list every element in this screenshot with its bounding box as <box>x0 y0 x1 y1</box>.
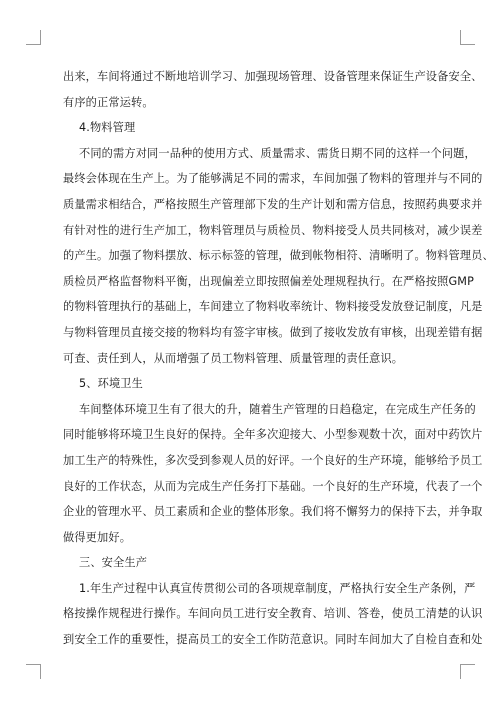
text-line: 不同的需方对同一品种的使用方式、质量需求、需货日期不同的这样一个问题， <box>79 146 476 160</box>
text-line: 1.年生产过程中认真宣传贯彻公司的各项规章制度，严格执行安全生产条例，严 <box>79 581 476 595</box>
text-line: 车间整体环境卫生有了很大的升，随着生产管理的日趋稳定，在完成生产任务的 <box>79 402 476 416</box>
text-line: 4.物料管理 <box>79 121 136 135</box>
text-line: 三、安全生产 <box>79 556 148 570</box>
crop-mark-top-right <box>460 30 475 45</box>
text-line: 格按操作规程进行操作。车间向员工进行安全教育、培训、答卷，使员工清楚的认识 <box>63 607 483 621</box>
text-line: 出来，车间将通过不断地培训学习、加强现场管理、设备管理来保证生产设备安全、 <box>63 70 483 83</box>
text-line: 最终会体现在生产上。为了能够满足不同的需求，车间加强了物料的管理并与不同的 <box>63 172 483 186</box>
text-line: 有序的正常运转。 <box>63 95 154 109</box>
text-line: 有针对性的进行生产加工，物料管理员与质检员、物料接受人员共同核对，减少误差 <box>63 223 483 237</box>
text-line: 同时能够将环境卫生良好的保持。全年多次迎接大、小型参观数十次，面对中药饮片 <box>63 428 483 442</box>
text-line: 加工生产的特殊性，多次受到参观人员的好评。一个良好的生产环境，能够给予员工 <box>63 453 483 467</box>
text-line: 与物料管理员直接交接的物料均有签字审核。做到了接收发放有审核，出现差错有据 <box>63 325 483 339</box>
text-line: 的物料管理执行的基础上，车间建立了物料收率统计、物料接受发放登记制度，凡是 <box>63 300 483 314</box>
text-line: 的产生。加强了物料摆放、标示标签的管理，做到帐物相符、清晰明了。物料管理员、 <box>63 249 494 263</box>
text-line: 到安全工作的重要性，提高员工的安全工作防范意识。同时车间加大了自检自查和处 <box>63 633 483 647</box>
text-line: 质检员严格监督物料平衡，出现偏差立即按照偏差处理规程执行。在严格按照GMP <box>63 274 474 288</box>
crop-mark-top-left <box>26 30 41 45</box>
text-line: 做得更加好。 <box>63 530 132 544</box>
text-line: 质量需求相结合，严格按照生产管理部下发的生产计划和需方信息，按照药典要求并 <box>63 197 483 211</box>
text-line: 企业的管理水平、员工素质和企业的整体形象。我们将不懈努力的保持下去，并争取 <box>63 505 483 519</box>
crop-mark-bottom-right <box>460 664 475 679</box>
text-line: 良好的工作状态，从而为完成生产任务打下基础。一个良好的生产环境，代表了一个 <box>63 479 483 493</box>
crop-mark-bottom-left <box>26 664 41 679</box>
text-line: 可查、责任到人，从而增强了员工物料管理、质量管理的责任意识。 <box>63 351 404 365</box>
text-line: 5、环境卫生 <box>79 377 143 391</box>
document-body <box>63 64 494 653</box>
